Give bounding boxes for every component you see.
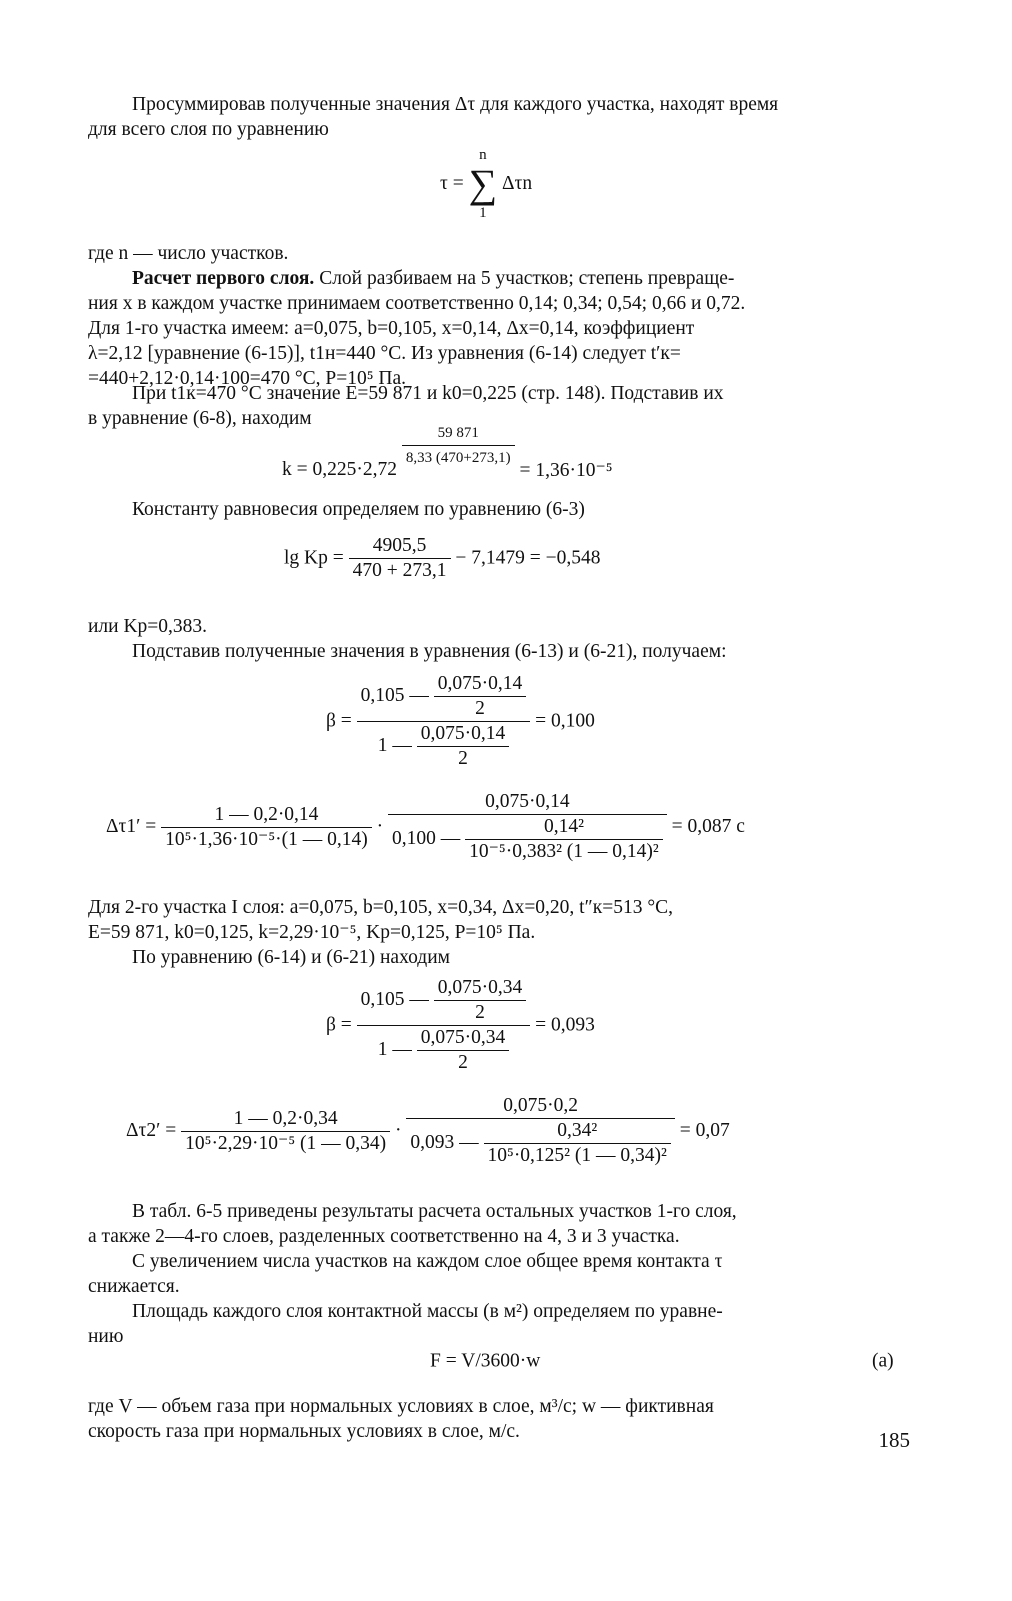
equation-delta-tau-1: Δτ1′ = $\frac{1 — 0,2\cdot 0,14}{\text{10⁵·1,36·10⁻⁵·(1 — 0,14)}}$ · 0,075·0,14 0,100 — $\frac{\text{0,14²}}{\text{10⁻⁵·0,383² (1 — 0,14)²}}$ = 0,087 с — [106, 791, 745, 862]
paragraph-second-section: Для 2-го участка I слоя: a=0,075, b=0,105, x=0,34, Δx=0,20, t″к=513 °C, E=59 871, k0=0,125, k=2,29·10⁻⁵, Kр=0,125, P=10⁵ Па. По уравнению (6-14) и (6-21) находим — [88, 897, 673, 968]
paragraph-equilibrium: Константу равновесия определяем по уравнению (6-3) — [132, 499, 585, 520]
paragraph-k-substitution: При t1к=470 °C значение E=59 871 и k0=0,225 (стр. 148). Подставив их в уравнение (6-8), находим — [88, 383, 724, 429]
section-heading: Расчет первого слоя. — [132, 268, 315, 289]
page-number: 185 — [878, 1428, 910, 1452]
paragraph-kp: или Kр=0,383. Подставив полученные значения в уравнения (6-13) и (6-21), получаем: — [88, 616, 727, 662]
paragraph-intro — [88, 92, 910, 142]
eq-text: Δτn — [501, 173, 533, 194]
equation-delta-tau-2: Δτ2′ = $\frac{1 — 0,2\cdot 0,34}{\text{10⁵·2,29·10⁻⁵ (1 — 0,34)}}$ · 0,075·0,2 0,093 — $\frac{\text{0,34²}}{\text{10⁵·0,125² (1 — 0,34)²}}$ = 0,07 — [126, 1095, 730, 1166]
equation-label: (а) — [872, 1350, 894, 1372]
paragraph-table-ref: В табл. 6-5 приведены результаты расчета остальных участков 1-го слоя, а также 2—4-го слоев, разделенных соответственно на 4, 3 и 3 участка. С увеличением числа участков на каждом слое общее время контакта τ снижается. Площадь каждого слоя контактной массы (в м²) определяем по уравне- нию — [88, 1201, 737, 1347]
eq-text: τ = — [440, 173, 469, 194]
text-line: для всего слоя по уравнению — [88, 119, 329, 140]
equation-area: F = V/3600·w — [430, 1350, 541, 1372]
equation-beta-2: β = 0,105 — $\frac{0,075\cdot 0,34}{2}$ 1 — $\frac{0,075\cdot 0,34}{2}$ = 0,093 — [326, 977, 595, 1073]
exponent-fraction: $\frac{59 871}{8,33 (470+273,1)}$ — [402, 421, 515, 470]
paragraph-first-layer: Расчет первого слоя. Слой разбиваем на 5 участков; степень превраще- ния x в каждом участке принимаем соответственно 0,14; 0,34; 0,54; 0,66 и 0,72. Для 1-го участка имеем: a=0,075, b=0,105, x=0,14, Δx=0,14, коэффициент λ=2,12 [уравнение (6-15)], t1н=440 °C. Из уравнения (6-14) следует t′к= =440+2,12·0,14·100=470 °C, P=10⁵ Па. — [88, 268, 746, 389]
paragraph-where-v: где V — объем газа при нормальных условиях в слое, м³/с; w — фиктивная скорость газа при нормальных условиях в слое, м/с. — [88, 1396, 714, 1442]
paragraph-where-n: где n — число участков. — [88, 243, 289, 264]
equation-k: k = 0,225·2,72 $\frac{59 871}{8,33 (470+273,1)}$ = 1,36·10⁻⁵ — [282, 425, 613, 474]
equation-sum — [440, 146, 532, 222]
equation-beta-1: β = 0,105 — $\frac{0,075\cdot 0,14}{2}$ 1 — $\frac{0,075\cdot 0,14}{2}$ = 0,100 — [326, 673, 595, 769]
equation-lgKp: lg Kр = $\frac{4905,5}{470 + 273,1}$ − 7,1479 = −0,548 — [284, 535, 601, 581]
sum-operator: n ∑ 1 — [468, 147, 498, 221]
text-line: Просуммировав полученные значения Δτ для каждого участка, находят время — [132, 94, 779, 115]
